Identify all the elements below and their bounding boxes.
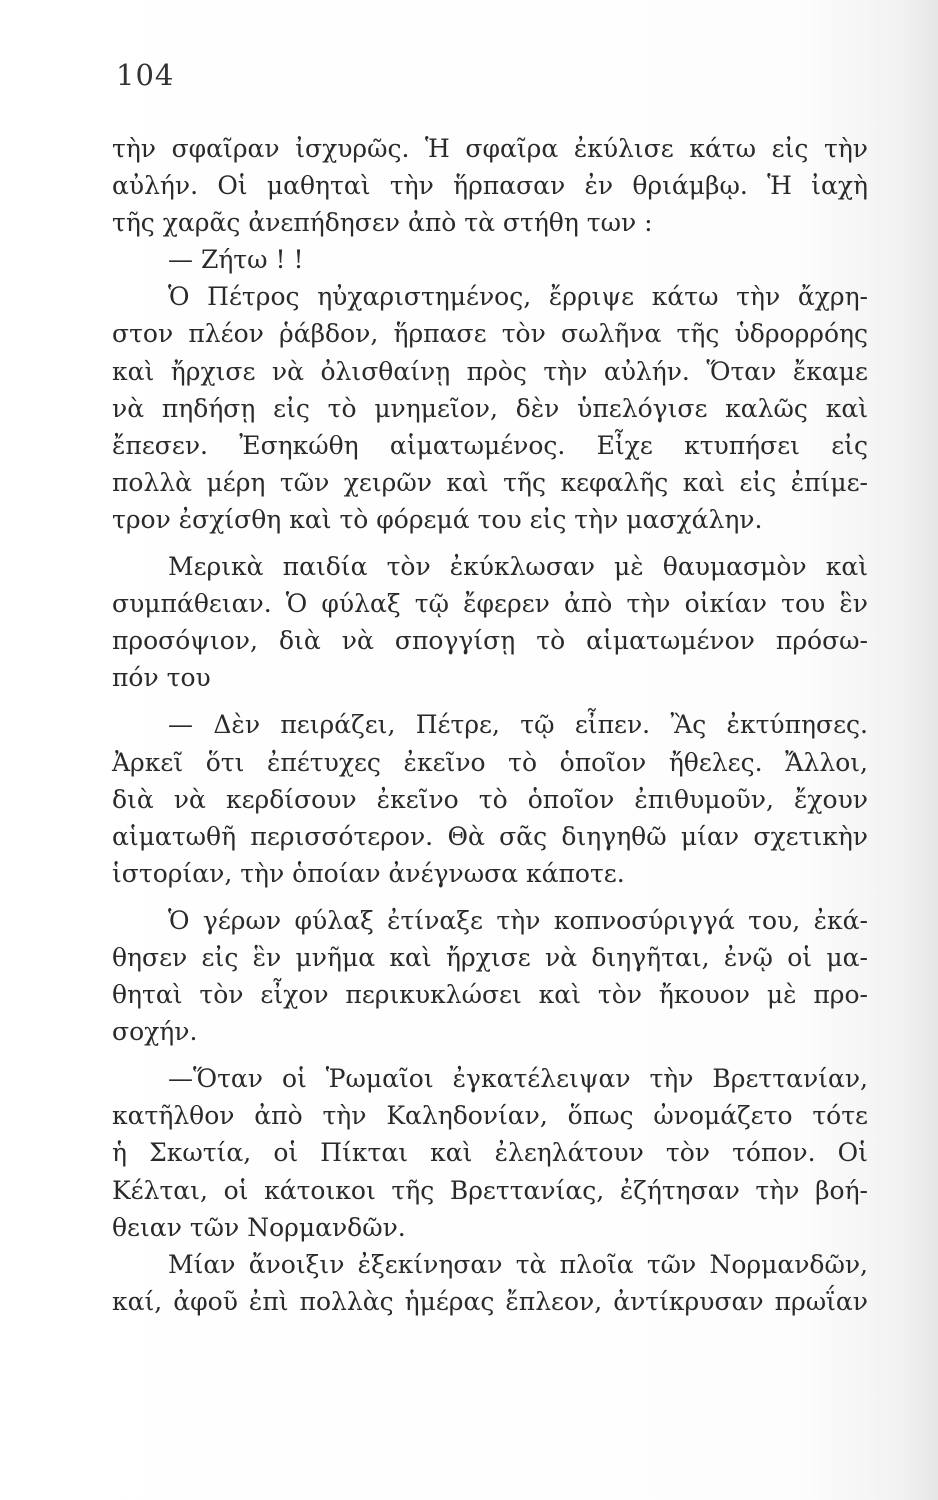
text-line: θησεν εἰς ἓν μνῆμα καὶ ἤρχισε νὰ διηγῆται, ἐνῷ οἱ μα- xyxy=(112,942,868,972)
text-line: καί, ἀφοῦ ἐπὶ πολλὰς ἡμέρας ἔπλεον, ἀντίκρυσαν πρωΐαν xyxy=(112,1286,868,1316)
text-line: τὴν σφαῖραν ἰσχυρῶς. Ἡ σφαῖρα ἐκύλισε κάτω εἰς τὴν xyxy=(112,134,868,163)
dialogue-line: — Ζήτω ! ! xyxy=(168,245,304,275)
text-line: ἡ Σκωτία, οἱ Πίκται καὶ ἐλεηλάτουν τὸν τόπον. Οἱ xyxy=(112,1138,868,1168)
text-line: ἔπεσεν. Ἐσηκώθη αἱματωμένος. Εἶχε κτυπήσει εἰς xyxy=(112,430,868,460)
text-line: κατῆλθον ἀπὸ τὴν Καληδονίαν, ὅπως ὠνομάζετο τότε xyxy=(112,1101,868,1131)
text-line: καὶ ἤρχισε νὰ ὀλισθαίνῃ πρὸς τὴν αὐλήν. Ὅταν ἔκαμε xyxy=(112,356,868,386)
text-line: θειαν τῶν Νορμανδῶν. xyxy=(112,1212,406,1242)
text-line: σοχήν. xyxy=(112,1017,198,1047)
dialogue-line: — Δὲν πειράζει, Πέτρε, τῷ εἶπεν. Ἂς ἐκτύπησες. xyxy=(168,710,868,740)
page-number: 104 xyxy=(116,58,175,92)
text-line: πολλὰ μέρη τῶν χειρῶν καὶ τῆς κεφαλῆς καὶ εἰς ἐπίμε- xyxy=(112,467,868,497)
text-line: Κέλται, οἱ κάτοικοι τῆς Βρεττανίας, ἐζήτησαν τὴν βοή- xyxy=(112,1175,868,1205)
text-line: αἱματωθῆ περισσότερον. Θὰ σᾶς διηγηθῶ μίαν σχετικὴν xyxy=(112,821,868,851)
dialogue-line: —Ὅταν οἱ Ῥωμαῖοι ἐγκατέλειψαν τὴν Βρεττανίαν, xyxy=(168,1064,868,1094)
text-line: Ὁ Πέτρος ηὐχαριστημένος, ἔρριψε κάτω τὴν ἄχρη- xyxy=(168,282,868,312)
text-line: ἱστορίαν, τὴν ὁποίαν ἀνέγνωσα κάποτε. xyxy=(112,858,625,888)
text-line: νὰ πηδήσῃ εἰς τὸ μνημεῖον, δὲν ὑπελόγισε καλῶς καὶ xyxy=(112,393,868,423)
text-line: θηταὶ τὸν εἶχον περικυκλώσει καὶ τὸν ἤκουον μὲ προ- xyxy=(112,980,868,1010)
text-line: συμπάθειαν. Ὁ φύλαξ τῷ ἔφερεν ἀπὸ τὴν οἰκίαν του ἓν xyxy=(112,589,868,619)
text-line: Μίαν ἄνοιξιν ἐξεκίνησαν τὰ πλοῖα τῶν Νορμανδῶν, xyxy=(168,1249,868,1279)
text-line: πόν του xyxy=(112,663,211,693)
text-line: προσόψιον, διὰ νὰ σπογγίσῃ τὸ αἱματωμένον πρόσω- xyxy=(112,626,868,656)
text-line: διὰ νὰ κερδίσουν ἐκεῖνο τὸ ὁποῖον ἐπιθυμοῦν, ἔχουν xyxy=(112,784,868,814)
text-line: τρον ἐσχίσθη καὶ τὸ φόρεμά του εἰς τὴν μασχάλην. xyxy=(112,504,763,534)
text-line: αὐλήν. Οἱ μαθηταὶ τὴν ἥρπασαν ἐν θριάμβῳ. Ἡ ἰαχὴ xyxy=(112,171,868,201)
text-line: τῆς χαρᾶς ἀνεπήδησεν ἀπὸ τὰ στήθη των : xyxy=(112,208,653,238)
text-line: στον πλέον ῥάβδον, ἥρπασε τὸν σωλῆνα τῆς ὑδρορρόης xyxy=(112,319,868,349)
text-line: Μερικὰ παιδία τὸν ἐκύκλωσαν μὲ θαυμασμὸν καὶ xyxy=(168,552,868,582)
body-text xyxy=(112,130,868,1320)
text-line: Ἀρκεῖ ὅτι ἐπέτυχες ἐκεῖνο τὸ ὁποῖον ἤθελες. Ἄλλοι, xyxy=(112,747,868,777)
text-line: Ὁ γέρων φύλαξ ἐτίναξε τὴν κοπνοσύριγγά του, ἐκά- xyxy=(168,905,868,935)
